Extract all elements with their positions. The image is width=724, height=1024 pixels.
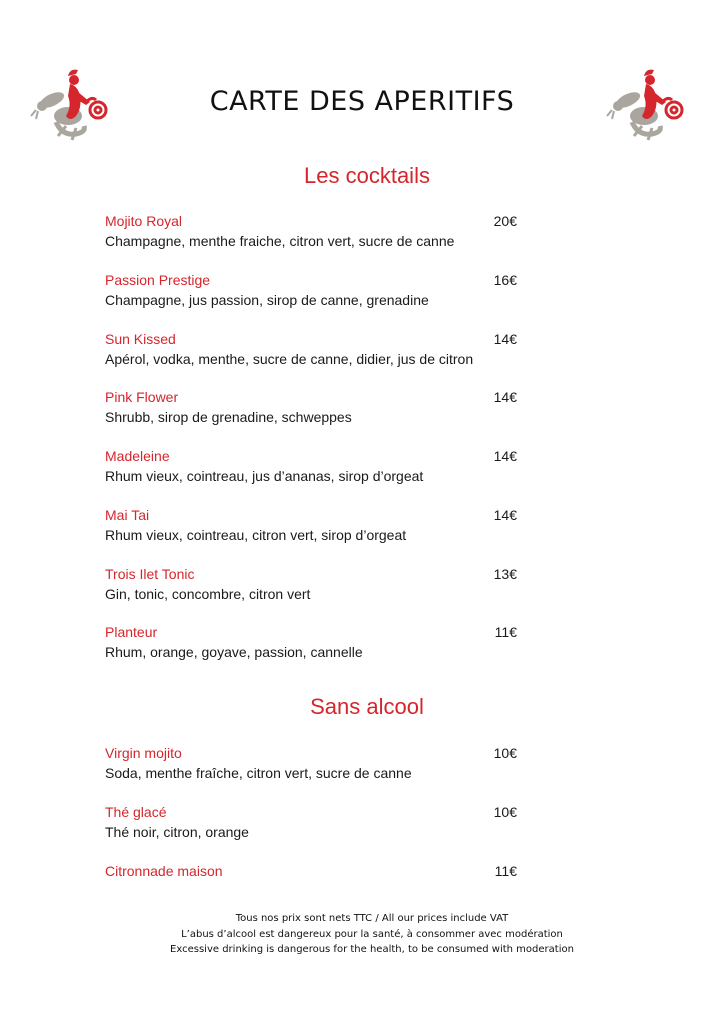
item-description: Apérol, vodka, menthe, sucre de canne, didier, jus de citron — [105, 351, 474, 367]
item-name: Madeleine — [105, 448, 170, 464]
item-name: Thé glacé — [105, 804, 167, 820]
item-description: Champagne, jus passion, sirop de canne, grenadine — [105, 292, 429, 308]
section-title-cocktails: Les cocktails — [304, 163, 430, 188]
item-price: 20€ — [493, 213, 517, 229]
item-price: 11€ — [494, 624, 517, 640]
item-name: Pink Flower — [105, 389, 179, 405]
item-name: Virgin mojito — [105, 745, 182, 761]
item-name: Sun Kissed — [105, 331, 176, 347]
item-name: Mojito Royal — [105, 213, 183, 229]
item-description: Thé noir, citron, orange — [105, 824, 249, 840]
item-description: Shrubb, sirop de grenadine, schweppes — [105, 409, 352, 425]
footer-notice — [0, 911, 724, 958]
item-price: 10€ — [493, 745, 517, 761]
item-name: Passion Prestige — [105, 272, 211, 288]
item-name: Planteur — [105, 624, 158, 640]
item-price: 14€ — [493, 507, 517, 523]
footer-price-notice: Tous nos prix sont nets TTC / All our prices include VAT — [235, 913, 509, 924]
item-price: 10€ — [493, 804, 517, 820]
item-name: Citronnade maison — [105, 863, 223, 879]
item-price: 16€ — [493, 272, 517, 288]
item-price: 14€ — [493, 389, 517, 405]
item-description: Rhum vieux, cointreau, jus d’ananas, sirop d’orgeat — [105, 468, 424, 484]
item-price: 13€ — [493, 566, 517, 582]
item-description: Champagne, menthe fraiche, citron vert, sucre de canne — [105, 233, 455, 249]
item-description: Rhum, orange, goyave, passion, cannelle — [105, 644, 363, 660]
item-description: Soda, menthe fraîche, citron vert, sucre de canne — [105, 765, 412, 781]
item-price: 11€ — [494, 863, 517, 879]
item-price: 14€ — [493, 448, 517, 464]
section-title-sans-alcool: Sans alcool — [310, 694, 424, 719]
page-title: CARTE DES APERITIFS — [209, 86, 515, 117]
footer-alcohol-warning-en: Excessive drinking is dangerous for the health, to be consumed with moderation — [170, 944, 574, 955]
item-name: Trois Ilet Tonic — [105, 566, 195, 582]
item-name: Mai Tai — [105, 507, 150, 523]
item-description: Rhum vieux, cointreau, citron vert, sirop d’orgeat — [105, 527, 407, 543]
item-price: 14€ — [493, 331, 517, 347]
footer-alcohol-warning-fr: L’abus d’alcool est dangereux pour la santé, à consommer avec modération — [181, 928, 563, 940]
item-description: Gin, tonic, concombre, citron vert — [105, 586, 311, 602]
